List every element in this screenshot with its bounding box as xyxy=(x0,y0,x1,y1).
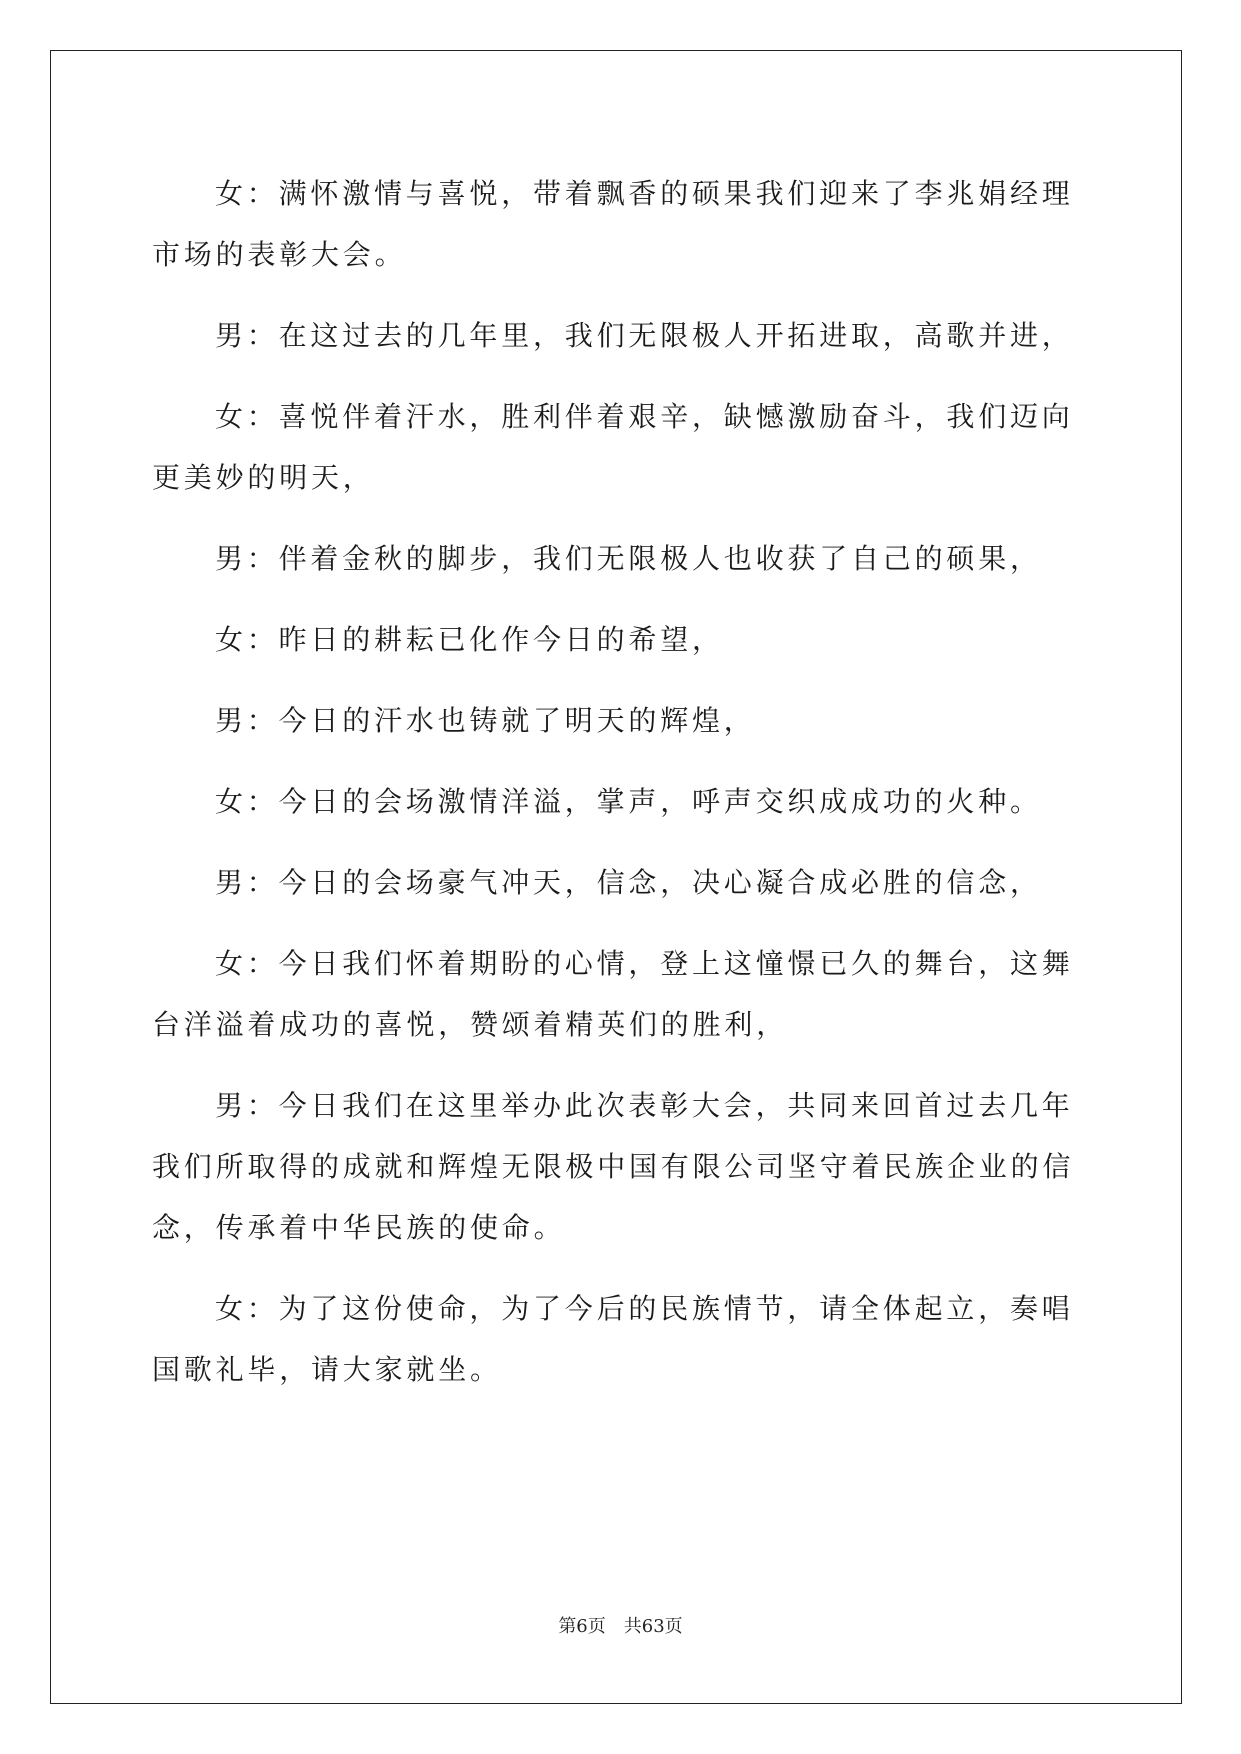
paragraph-2: 男：在这过去的几年里，我们无限极人开拓进取，高歌并进， xyxy=(215,319,1074,352)
paragraph-11: 女：为了这份使命，为了今后的民族情节，请全体起立，奏唱国歌礼毕，请大家就坐。 xyxy=(152,1292,1074,1386)
paragraph-9: 女：今日我们怀着期盼的心情，登上这憧憬已久的舞台，这舞台洋溢着成功的喜悦，赞颂着精英们的胜利， xyxy=(152,947,1074,1041)
paragraph-10: 男：今日我们在这里举办此次表彰大会，共同来回首过去几年我们所取得的成就和辉煌无限极中国有限公司坚守着民族企业的信念，传承着中华民族的使命。 xyxy=(152,1089,1075,1244)
paragraph-7: 女：今日的会场激情洋溢，掌声，呼声交织成成功的火种。 xyxy=(215,785,1042,818)
paragraph-5: 女：昨日的耕耘已化作今日的希望， xyxy=(215,623,724,656)
paragraph-8: 男：今日的会场豪气冲天，信念，决心凝合成必胜的信念， xyxy=(215,866,1042,899)
paragraph-4: 男：伴着金秋的脚步，我们无限极人也收获了自己的硕果， xyxy=(215,542,1042,575)
page-number: 第6页 共63页 xyxy=(558,1616,683,1637)
paragraph-1: 女：满怀激情与喜悦，带着飘香的硕果我们迎来了李兆娟经理市场的表彰大会。 xyxy=(152,177,1074,271)
paragraph-6: 男：今日的汗水也铸就了明天的辉煌， xyxy=(215,704,756,737)
paragraph-3: 女：喜悦伴着汗水，胜利伴着艰辛，缺憾激励奋斗，我们迈向更美妙的明天， xyxy=(152,400,1074,494)
document-body xyxy=(152,163,1087,1400)
